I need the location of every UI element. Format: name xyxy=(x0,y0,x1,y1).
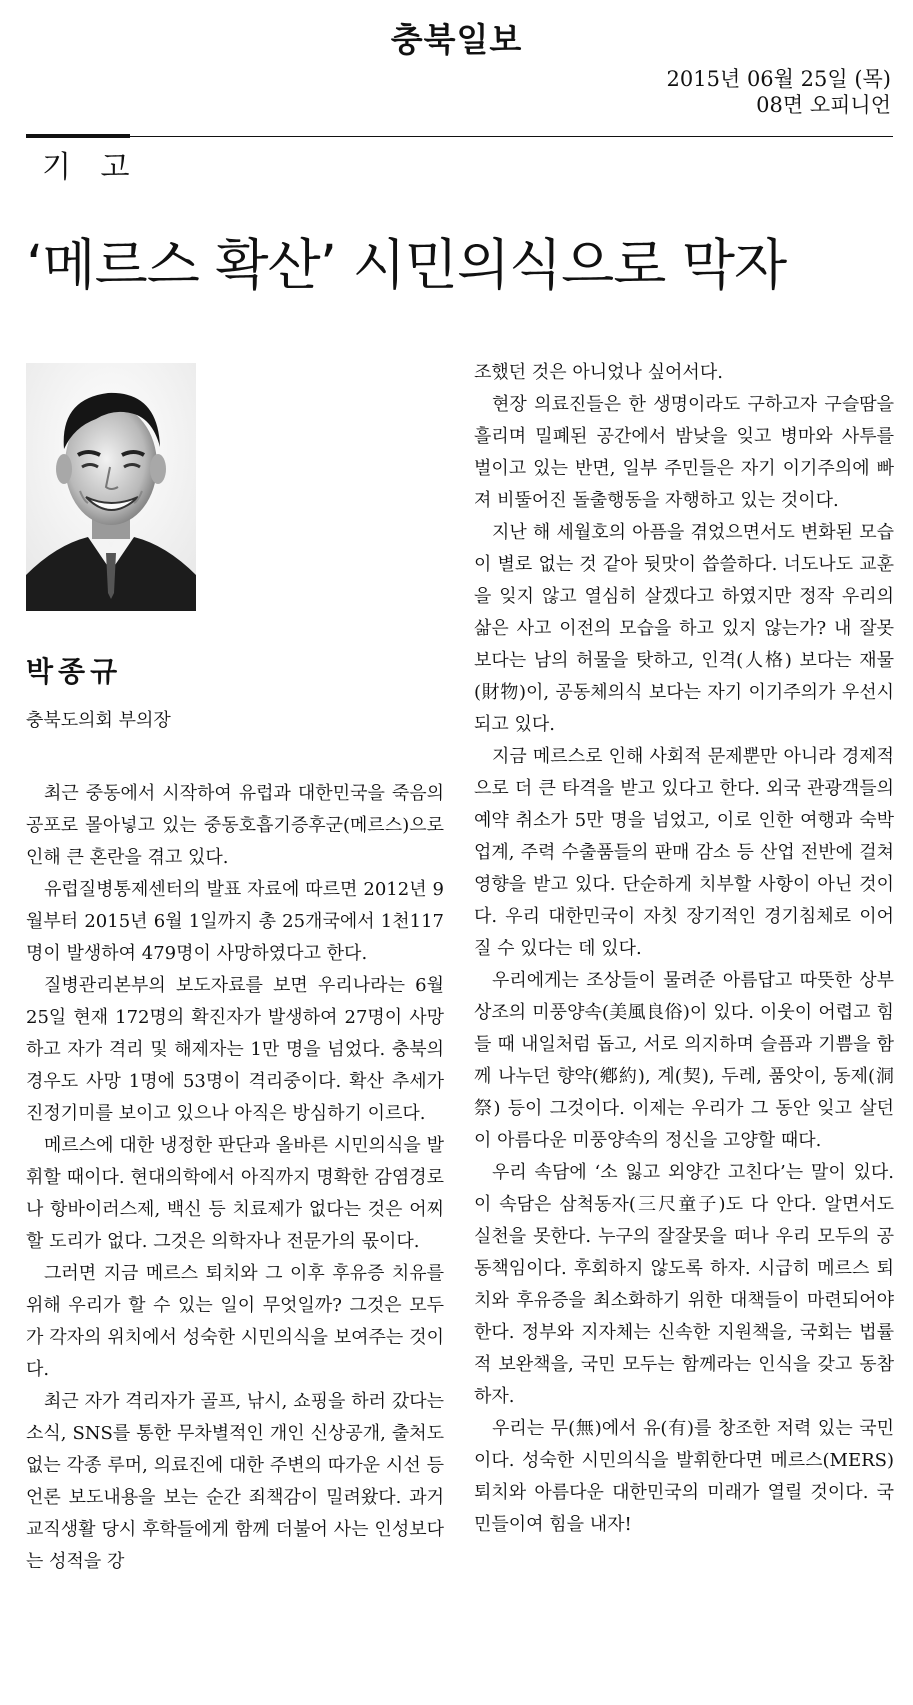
author-name: 박종규 xyxy=(26,655,123,688)
section-label: 기 고 xyxy=(42,150,140,185)
author-photo xyxy=(26,363,196,611)
top-rule xyxy=(26,136,893,137)
paragraph: 현장 의료진들은 한 생명이라도 구하고자 구슬땀을 흘리며 밀폐된 공간에서 밤낮을 잊고 병마와 사투를 벌이고 있는 반면, 일부 주민들은 자기 이기주의에 빠져 비뚤어진 돌출행동을 자행하고 있는 것이다. xyxy=(474,394,894,511)
article-column-left xyxy=(26,778,444,1578)
article-column-right xyxy=(474,357,894,1541)
masthead: 충북일보 xyxy=(390,20,523,59)
paragraph: 질병관리본부의 보도자료를 보면 우리나라는 6월 25일 현재 172명의 확진자가 발생하여 27명이 사망하고 자가 격리 및 해제자는 1만 명을 넘었다. 충북의 경우도 사망 1명에 53명이 격리중이다. 확산 추세가 진정기미를 보이고 있으나 아직은 방심하기 이르다. xyxy=(26,975,444,1124)
page-section: 08면 오피니언 xyxy=(756,93,891,117)
paragraph: 유럽질병통제센터의 발표 자료에 따르면 2012년 9월부터 2015년 6월 1일까지 총 25개국에서 1천117명이 발생하여 479명이 사망하였다고 한다. xyxy=(26,879,444,964)
headline: ‘메르스 확산’ 시민의식으로 막자 xyxy=(26,233,787,297)
paragraph: 우리는 무(無)에서 유(有)를 창조한 저력 있는 국민이다. 성숙한 시민의식을 발휘한다면 메르스(MERS) 퇴치와 아름다운 대한민국의 미래가 열릴 것이다. 국민들이여 힘을 내자! xyxy=(474,1418,894,1535)
author-title: 충북도의회 부의장 xyxy=(26,710,171,731)
paragraph: 우리에게는 조상들이 물려준 아름답고 따뜻한 상부상조의 미풍양속(美風良俗)이 있다. 이웃이 어렵고 힘들 때 내일처럼 돕고, 서로 의지하며 슬픔과 기쁨을 함께 나누던 향약(鄕約), 계(契), 두레, 품앗이, 동제(洞祭) 등이 그것이다. 이제는 우리가 그 동안 잊고 살던 이 아름다운 미풍양속의 정신을 고양할 때다. xyxy=(474,970,895,1151)
paragraph-continuation: 조했던 것은 아니었나 싶어서다. xyxy=(474,362,723,383)
issue-date: 2015년 06월 25일 (목) xyxy=(666,67,891,91)
paragraph: 우리 속담에 ‘소 잃고 외양간 고친다’는 말이 있다. 이 속담은 삼척동자(三尺童子)도 다 안다. 알면서도 실천을 못한다. 누구의 잘잘못을 떠나 우리 모두의 공동책임이다. 후회하지 않도록 하자. 시급히 메르스 퇴치와 후유증을 최소화하기 위한 대책들이 마련되어야 한다. 정부와 지자체는 신속한 지원책을, 국회는 법률적 보완책을, 국민 모두는 함께라는 인식을 갖고 동참하자. xyxy=(474,1162,894,1407)
paragraph: 최근 중동에서 시작하여 유럽과 대한민국을 죽음의 공포로 몰아넣고 있는 중동호흡기증후군(메르스)으로 인해 큰 혼란을 겪고 있다. xyxy=(26,783,444,868)
paragraph: 그러면 지금 메르스 퇴치와 그 이후 후유증 치유를 위해 우리가 할 수 있는 일이 무엇일까? 그것은 모두가 각자의 위치에서 성숙한 시민의식을 보여주는 것이다. xyxy=(26,1263,444,1380)
paragraph: 최근 자가 격리자가 골프, 낚시, 쇼핑을 하러 갔다는 소식, SNS를 통한 무차별적인 개인 신상공개, 출처도 없는 각종 루머, 의료진에 대한 주변의 따가운 시선 등 언론 보도내용을 보는 순간 죄책감이 밀려왔다. 과거 교직생활 당시 후학들에게 함께 더불어 사는 인성보다는 성적을 강 xyxy=(26,1391,444,1572)
paragraph: 메르스에 대한 냉정한 판단과 올바른 시민의식을 발휘할 때이다. 현대의학에서 아직까지 명확한 감염경로나 항바이러스제, 백신 등 치료제가 없다는 것은 어찌할 도리가 없다. 그것은 의학자나 전문가의 몫이다. xyxy=(26,1135,444,1252)
dateline xyxy=(667,66,891,118)
paragraph: 지금 메르스로 인해 사회적 문제뿐만 아니라 경제적으로 더 큰 타격을 받고 있다고 한다. 외국 관광객들의 예약 취소가 5만 명을 넘었고, 이로 인한 여행과 숙박업계, 주력 수출품들의 판매 감소 등 산업 전반에 걸쳐 영향을 받고 있다. 단순하게 치부할 사항이 아닌 것이다. 우리 대한민국이 자칫 장기적인 경기침체로 이어질 수 있다는 데 있다. xyxy=(474,746,894,959)
paragraph: 지난 해 세월호의 아픔을 겪었으면서도 변화된 모습이 별로 없는 것 같아 뒷맛이 씁쓸하다. 너도나도 교훈을 잊지 않고 열심히 살겠다고 하였지만 정작 우리의 삶은 사고 이전의 모습을 하고 있지 않는가? 내 잘못 보다는 남의 허물을 탓하고, 인격(人格) 보다는 재물(財物)이, 공동체의식 보다는 자기 이기주의가 우선시 되고 있다. xyxy=(474,522,894,735)
